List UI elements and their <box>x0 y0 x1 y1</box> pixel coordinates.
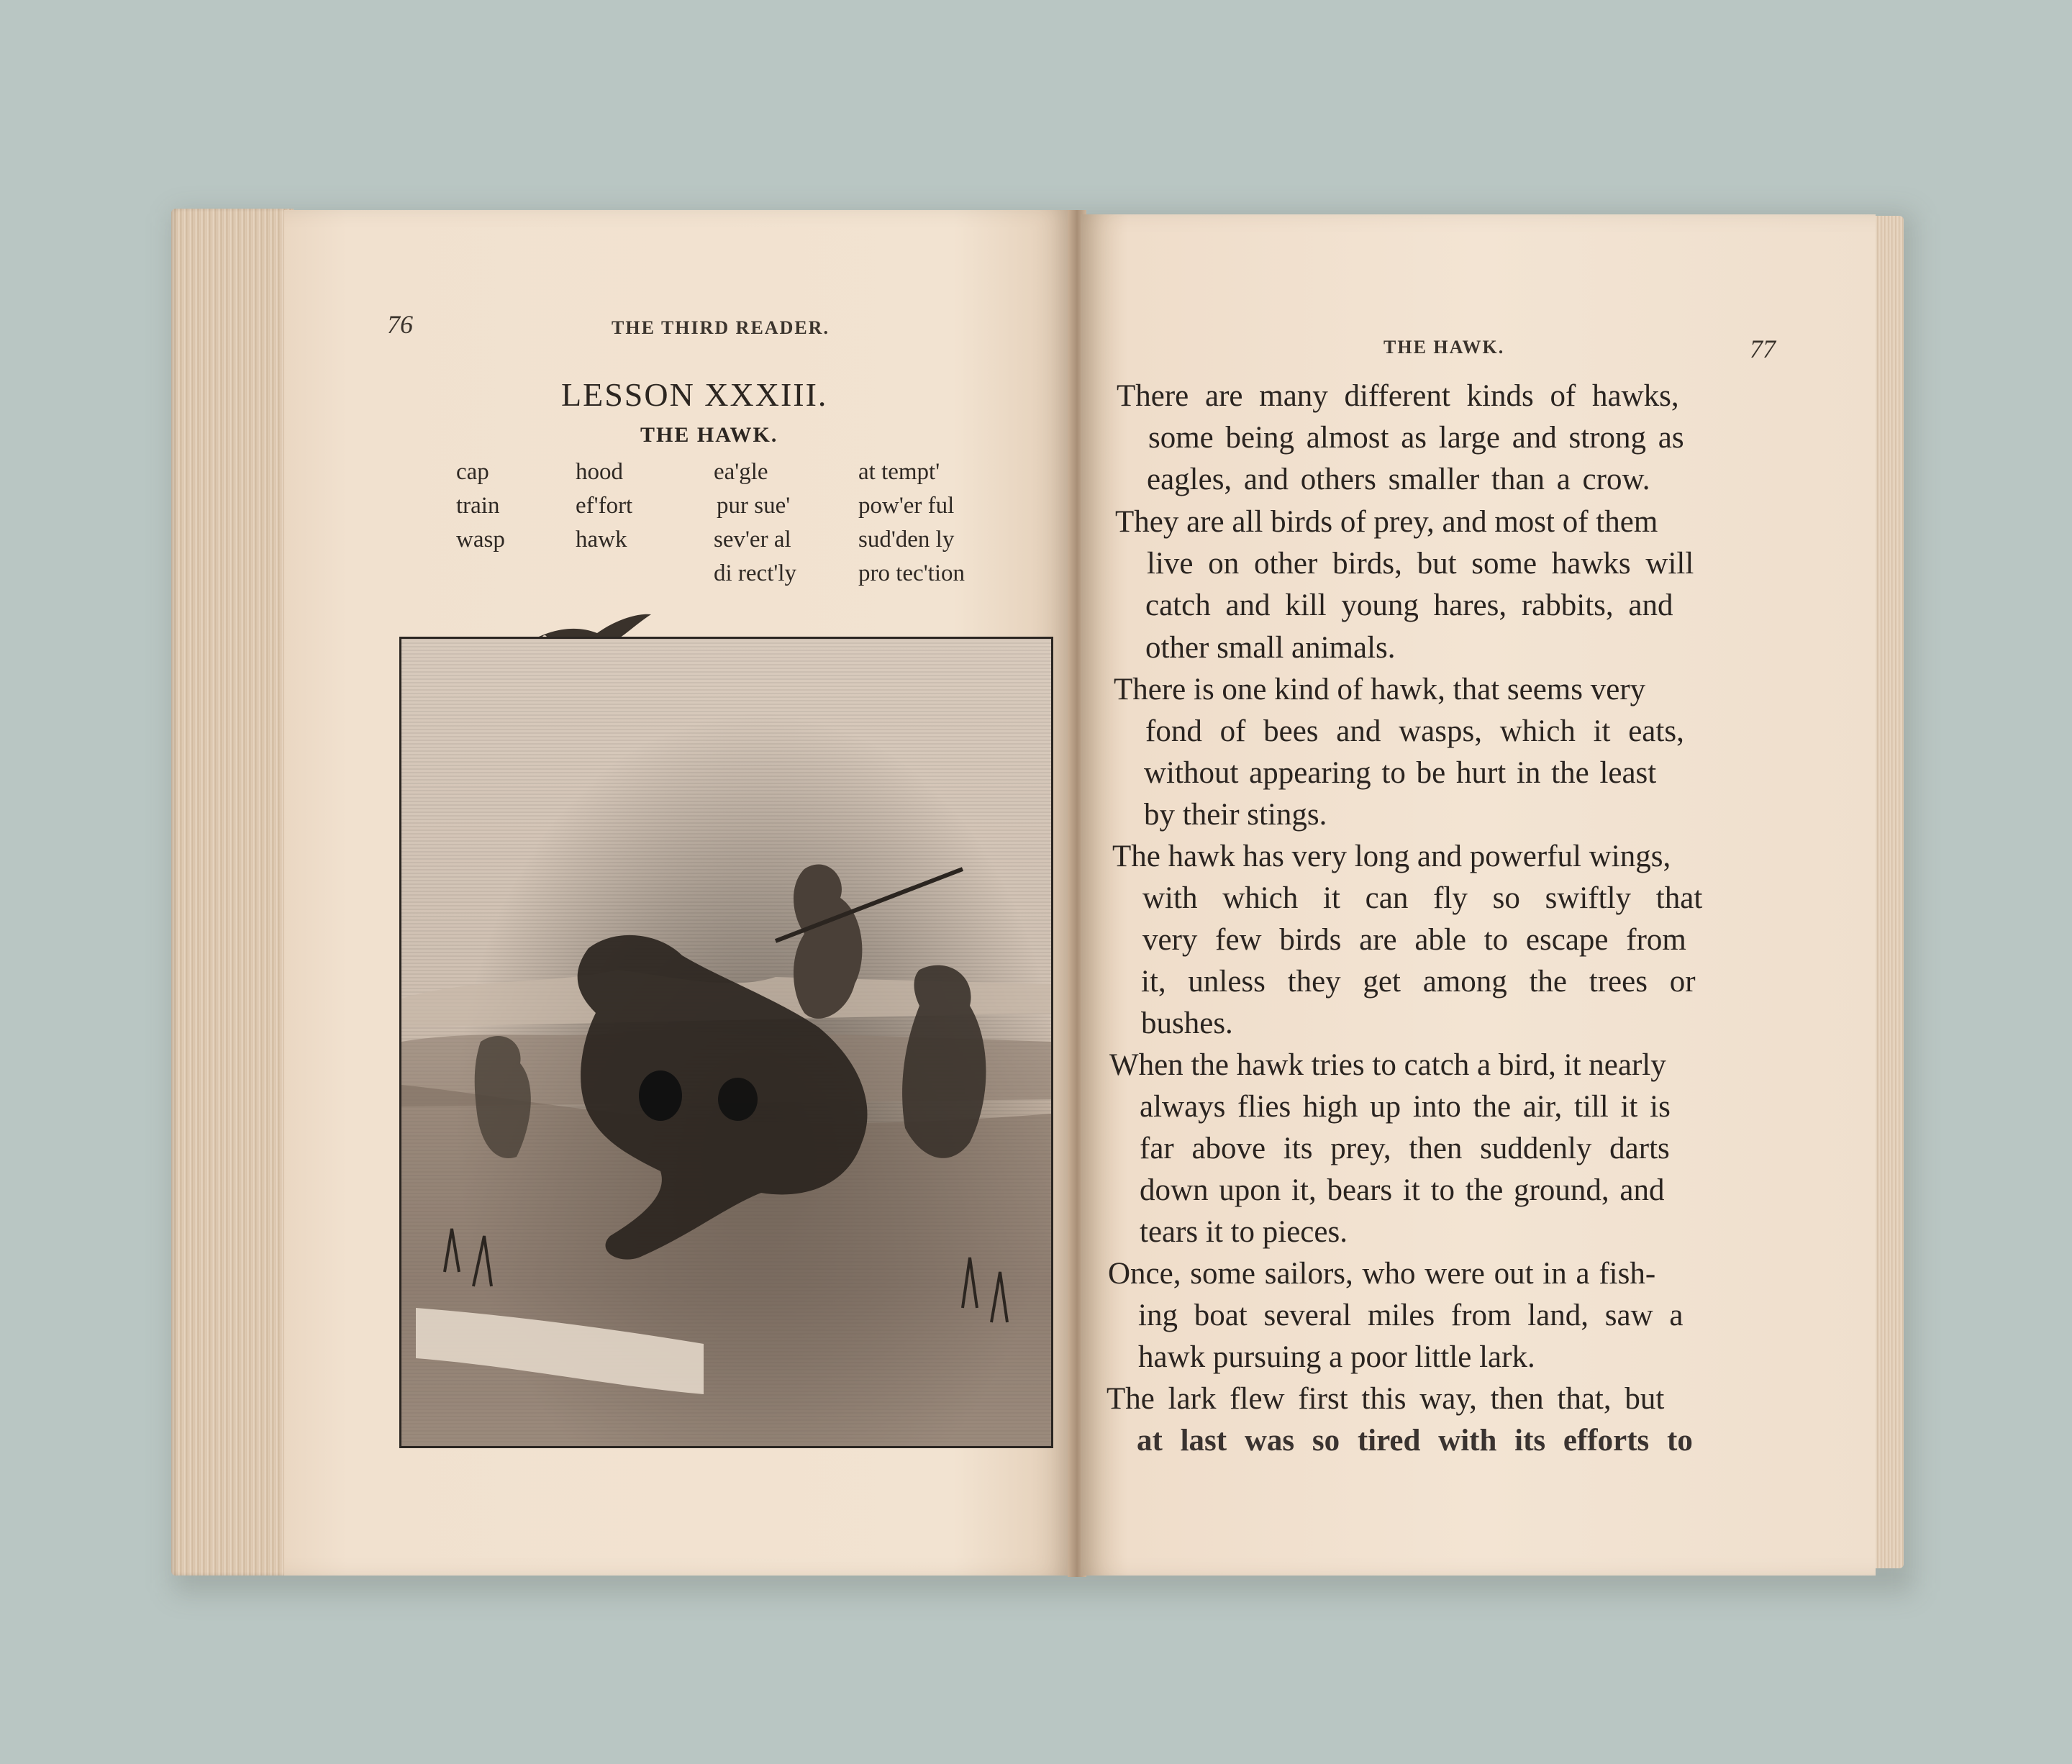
ink-blot <box>639 1070 682 1121</box>
hunting-scene-drawing <box>401 639 1051 1446</box>
text-line: There are many different kinds of hawks, <box>1117 379 1679 413</box>
text-line: other small animals. <box>1145 631 1396 665</box>
text-line: very few birds are able to escape from <box>1142 923 1686 957</box>
text-line: The lark flew first this way, then that, but <box>1107 1382 1665 1416</box>
text-line: far above its prey, then suddenly darts <box>1140 1132 1670 1165</box>
text-line: down upon it, bears it to the ground, and <box>1140 1173 1665 1207</box>
vocab-word: sud'den ly <box>858 527 955 553</box>
text-line: bushes. <box>1141 1006 1233 1040</box>
vocab-word: di rect'ly <box>714 560 796 586</box>
page-number-left: 76 <box>387 310 413 339</box>
text-line: live on other birds, but some hawks will <box>1147 547 1694 581</box>
text-line: Once, some sailors, who were out in a fish- <box>1108 1257 1656 1291</box>
lesson-subtitle: THE HAWK. <box>640 423 778 447</box>
left-page-edges <box>171 209 294 1576</box>
lesson-title: LESSON XXXIII. <box>561 376 828 413</box>
vocab-word: wasp <box>456 527 505 553</box>
vocab-word: train <box>456 493 500 519</box>
text-line: without appearing to be hurt in the least <box>1144 756 1657 790</box>
text-line: always flies high up into the air, till it is <box>1140 1090 1671 1124</box>
text-line: When the hawk tries to catch a bird, it nearly <box>1109 1048 1666 1082</box>
text-line: They are all birds of prey, and most of them <box>1115 505 1658 539</box>
ink-blot <box>718 1078 758 1121</box>
text-line: by their stings. <box>1144 798 1327 832</box>
text-line: some being almost as large and strong as <box>1148 421 1684 455</box>
text-line: hawk pursuing a poor little lark. <box>1138 1340 1535 1374</box>
text-line: There is one kind of hawk, that seems very <box>1114 673 1646 706</box>
vocab-word: ef'fort <box>576 493 633 519</box>
vocab-word: ea'gle <box>714 459 768 485</box>
vocab-word: sev'er al <box>714 527 791 553</box>
text-line: The hawk has very long and powerful wings, <box>1112 840 1671 873</box>
text-line: eagles, and others smaller than a crow. <box>1147 463 1650 496</box>
page-number-right: 77 <box>1750 335 1776 363</box>
text-line: fond of bees and wasps, which it eats, <box>1145 714 1684 748</box>
vocab-word: pro tec'tion <box>858 560 965 586</box>
vocab-word: at tempt' <box>858 459 940 485</box>
text-line: with which it can fly so swiftly that <box>1142 881 1703 915</box>
running-head-left: THE THIRD READER. <box>612 317 830 338</box>
vocab-word: pow'er ful <box>858 493 955 519</box>
vocab-word: hawk <box>576 527 627 553</box>
text-line: at last was so tired with its efforts to <box>1137 1424 1693 1458</box>
text-line: it, unless they get among the trees or <box>1141 965 1696 999</box>
vocab-word: cap <box>456 459 489 485</box>
running-head-right: THE HAWK. <box>1383 337 1505 358</box>
vocab-word: hood <box>576 459 623 485</box>
text-line: catch and kill young hares, rabbits, and <box>1145 588 1673 622</box>
vocab-word: pur sue' <box>717 493 791 519</box>
text-line: ing boat several miles from land, saw a <box>1138 1299 1684 1332</box>
engraving-illustration <box>399 637 1053 1448</box>
text-line: tears it to pieces. <box>1140 1215 1348 1249</box>
